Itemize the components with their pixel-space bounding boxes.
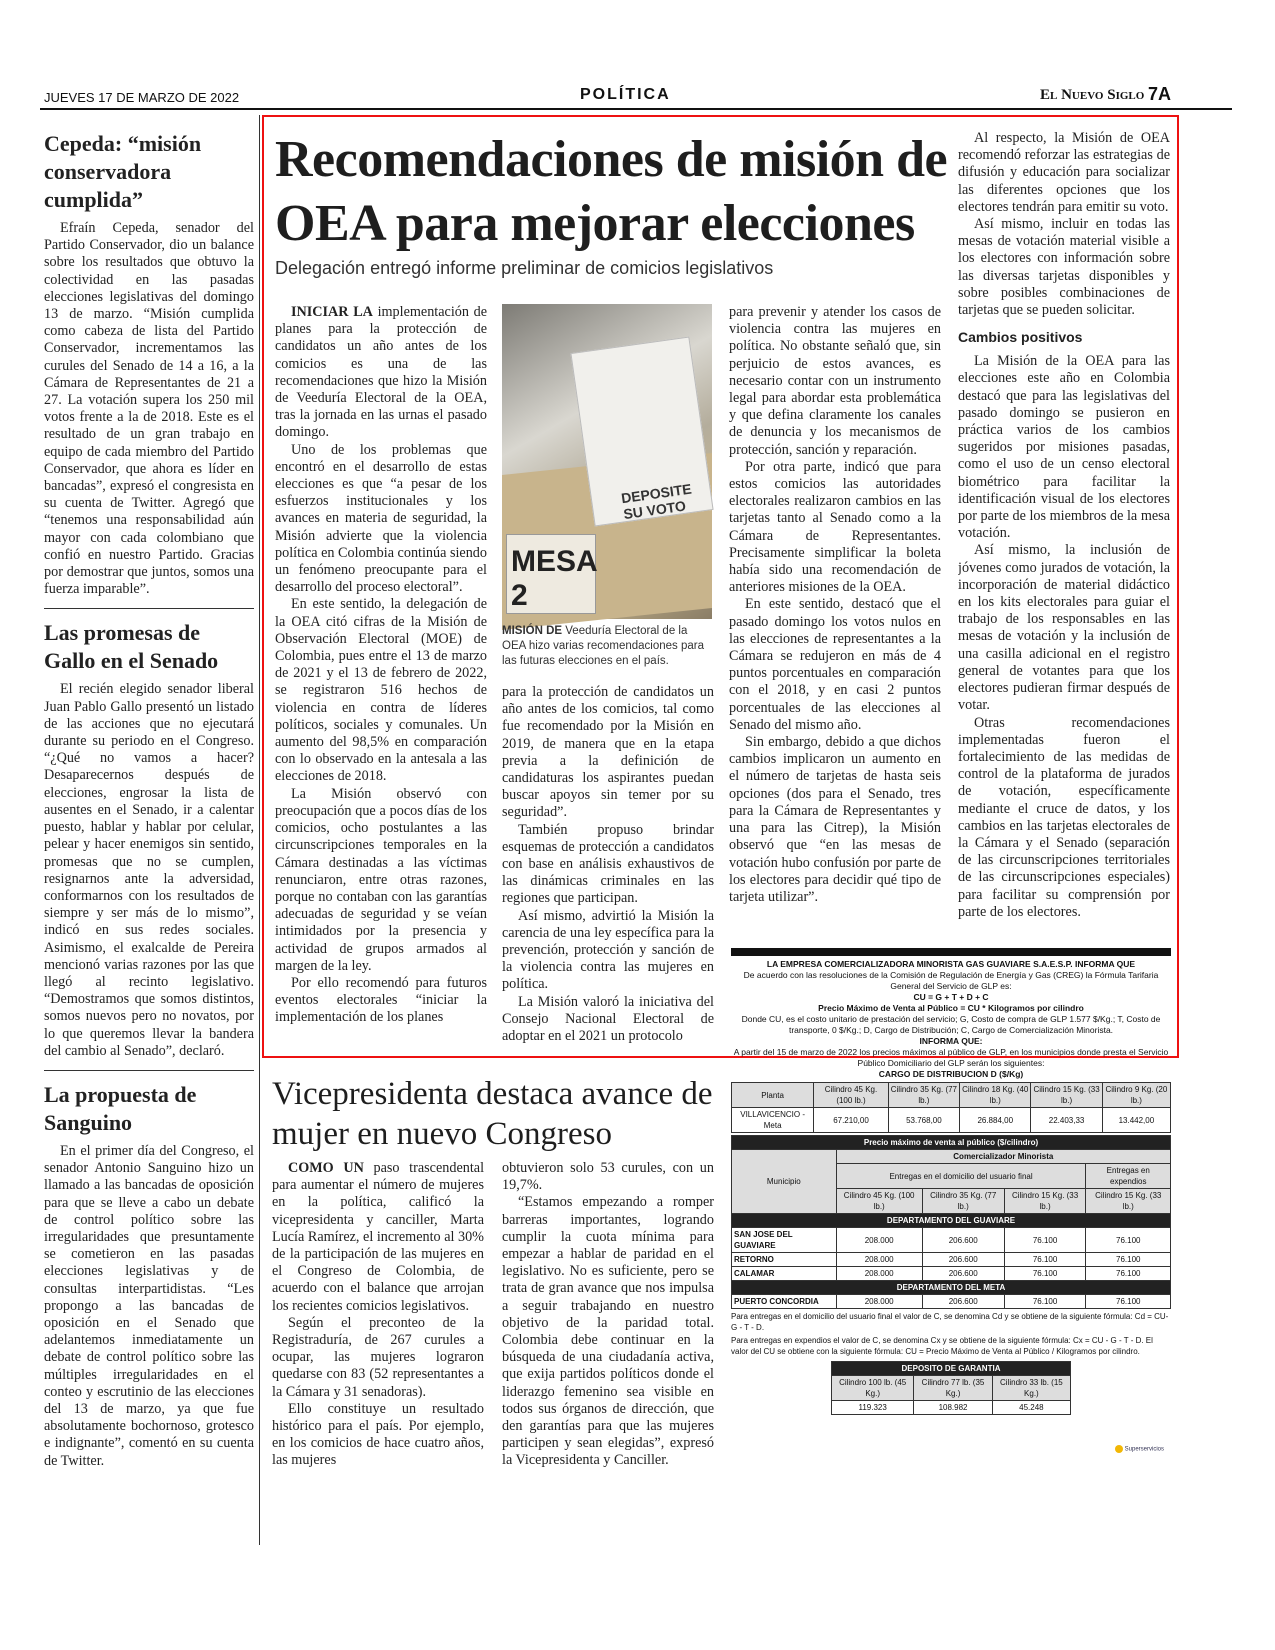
sidebar bbox=[44, 130, 254, 1550]
main-subtitle: Delegación entregó informe preliminar de comicios legislativos bbox=[275, 258, 774, 278]
paragraph: También propuso brindar esquemas de protección a candidatos con base en análisis exhaustivos de las dinámicas criminales en las regiones que participan. bbox=[502, 821, 714, 907]
table-title: Precio máximo de venta al público ($/cilindro) bbox=[732, 1136, 1171, 1150]
table-header: Cilindro 15 Kg. (33 lb.) bbox=[1004, 1189, 1086, 1214]
table-cell: 206.600 bbox=[922, 1228, 1004, 1253]
table-cell: 208.000 bbox=[836, 1253, 922, 1267]
paragraph: Así mismo, la inclusión de jóvenes como jurados de votación, la incorporación de material didáctico en los kits electorales para guiar el trabajo de los responsables en las mesas de votación y la inclusión de una casilla adicional en el registro general de votantes para que los electores pudieran firmar después de votar. bbox=[958, 542, 1170, 714]
paragraph: Ello constituye un resultado histórico para el país. Por ejemplo, en los comicios de hace cuatro años, las mujeres bbox=[272, 1400, 484, 1469]
table-header: Cilindro 35 Kg. (77 lb.) bbox=[922, 1189, 1004, 1214]
logo-mark-icon bbox=[1115, 1445, 1123, 1453]
paragraph: Así mismo, incluir en todas las mesas de votación material visible a los electores con información sobre las diversas tarjetas disponibles y sobre posibles combinaciones de tarjetas que se pueden solicitar. bbox=[958, 216, 1170, 319]
ad-intro: De acuerdo con las resoluciones de la Comisión de Regulación de Energía y Gas (CREG) la Fórmula Tarifaria General del Servicio de GLP es: bbox=[743, 970, 1159, 991]
table-cell: 119.323 bbox=[832, 1401, 914, 1415]
paragraph: La Misión de la OEA para las elecciones este año en Colombia destacó que para las legislativas del pasado domingo se pusieron en práctica varios de los cambios sugeridos por misiones pasadas, como el uso de un censo electoral biométrico para facilitar la identificación visual de los electores por parte de los miembros de la mesa votación. bbox=[958, 353, 1170, 542]
sidebar-story-gallo bbox=[44, 619, 254, 1059]
sidebar-story-sanguino bbox=[44, 1081, 254, 1470]
mesa-label: MESA 2 bbox=[506, 534, 596, 614]
sidebar-story-cepeda bbox=[44, 130, 254, 598]
table-header: Cilindro 15 Kg. (33 lb.) bbox=[1031, 1083, 1102, 1108]
table-cell: 76.100 bbox=[1086, 1267, 1171, 1281]
table-title: DEPOSITO DE GARANTIA bbox=[832, 1362, 1071, 1376]
ballot-box-text: DEPOSITE SU VOTO bbox=[620, 480, 693, 523]
table-cell: 206.600 bbox=[922, 1253, 1004, 1267]
cargo-title: CARGO DE DISTRIBUCION D ($/Kg) bbox=[878, 1069, 1024, 1079]
table-cell: 206.600 bbox=[922, 1267, 1004, 1281]
news-photo bbox=[502, 304, 712, 619]
ad-formula: CU = G + T + D + C bbox=[913, 992, 989, 1002]
paragraph: La Misión observó con preocupación que a pocos días de los comicios, ocho postulantes a las circunscripciones temporales en la Cámara destinadas a las víctimas renunciaron, entre otras razones, porque no contaban con las garantías adecuadas de seguridad y se veían intimidados por la presencia y actividad de grupos armados al margen de la ley. bbox=[275, 785, 487, 974]
table-cell: 45.248 bbox=[992, 1401, 1070, 1415]
paragraph: Al respecto, la Misión de OEA recomendó reforzar las estrategias de difusión y educación para socializar las diferentes opciones que los electores tendrán para emitir su voto. bbox=[958, 130, 1170, 215]
ad-top-bar bbox=[731, 948, 1171, 956]
main-column-1 bbox=[275, 304, 487, 1046]
table-header: Cilindro 77 lb. (35 Kg.) bbox=[914, 1376, 992, 1401]
table-cell: 22.403,33 bbox=[1031, 1108, 1102, 1133]
paragraph: paso trascendental para aumentar el número de mujeres en la política, calificó la vicepresidenta y canciller, Marta Lucía Ramírez, el incremento al 30% de la participación de las mujeres en el Congreso de Colombia, de acuerdo con el balance que arrojan los recientes comicios legislativos. bbox=[272, 1160, 484, 1314]
paragraph: En este sentido, destacó que el pasado domingo los votos nulos en las elecciones de representantes a la Cámara se redujeron en más de 4 puntos porcentuales en comparación con el 2018, y en casi 2 puntos porcentuales de las elecciones al Senado del mismo año. bbox=[729, 596, 941, 733]
table-header: Cilindro 45 Kg. (100 lb.) bbox=[836, 1189, 922, 1214]
ad-heading: LA EMPRESA COMERCIALIZADORA MINORISTA GAS GUAVIARE S.A.E.S.P. INFORMA QUE bbox=[766, 959, 1136, 969]
table-header: Entregas en expendios bbox=[1086, 1164, 1171, 1189]
divider bbox=[44, 1070, 254, 1071]
table-cell: 206.600 bbox=[922, 1295, 1004, 1309]
table-cell: CALAMAR bbox=[732, 1267, 837, 1281]
paragraph: “Estamos empezando a romper barreras importantes, logrando cumplir la cuota mínima para empezar a hablar de paridad en el legislativo. No es suficiente, pero se trata de gran avance que nos impulsa a seguir trabajando en nuestro objetivo de la paridad total. Colombia debe continuar en la búsqueda de una ciudadanía activa, que exija partidos políticos donde el liderazgo femenino sea visible en todos sus órganos de dirección, que den garantías para que las mujeres participen y sean elegidas”, expresó la Vicepresidenta y Canciller. bbox=[502, 1194, 714, 1469]
ad-definitions: Donde CU, es el costo unitario de prestación del servicio; G, Costo de compra de GLP 1.577 $/Kg.; T, Costo de transporte, 0 $/Kg.; D, Cargo de Distribución; C, Cargo de Comercialización Minorista. bbox=[741, 1014, 1161, 1035]
table-cell: 76.100 bbox=[1004, 1253, 1086, 1267]
table-header: Entregas en el domicilio del usuario final bbox=[836, 1164, 1086, 1189]
table-cell: 76.100 bbox=[1004, 1295, 1086, 1309]
page-number: 7A bbox=[1148, 84, 1172, 104]
sidebar-title: La propuesta de Sanguino bbox=[44, 1081, 197, 1135]
price-table bbox=[731, 1135, 1171, 1309]
department-row: DEPARTAMENTO DEL META bbox=[732, 1281, 1171, 1295]
sidebar-title: Cepeda: “misión conservadora cumplida” bbox=[44, 131, 202, 212]
table-header: Cilindro 100 lb. (45 Kg.) bbox=[832, 1376, 914, 1401]
paragraph: Por ello recomendó para futuros eventos electorales “iniciar la implementación de los planes bbox=[275, 974, 487, 1026]
table-cell: 67.210,00 bbox=[814, 1108, 888, 1133]
table-cell: PUERTO CONCORDIA bbox=[732, 1295, 837, 1309]
ad-note: Para entregas en expendios el valor de C, se denomina Cx y se obtiene de la siguiente fórmula: Cx = CU - G - T - D. El valor del CU se obtiene con la siguiente fórmula: CU = Precio Máximo de Venta al Público / Kilogramos por cilindro. bbox=[731, 1336, 1153, 1356]
table-cell: 76.100 bbox=[1086, 1295, 1171, 1309]
cargo-table bbox=[731, 1082, 1171, 1133]
paragraph: para prevenir y atender los casos de violencia contra las mujeres en política. No obstante señaló que, sin perjuicio de estos avances, es necesario contar con un instrumento legal para abordar esta problemática y que defina claramente los canales de denuncia y los mecanismos de protección, sanción y reparación. bbox=[729, 304, 941, 458]
paragraph: implementación de planes para la protección de candidatos un año antes de los comicios es una de las recomendaciones que hizo la Misión de Veeduría Electoral de la OEA, tras la jornada en las urnas el pasado domingo. bbox=[275, 304, 487, 441]
main-column-2 bbox=[502, 684, 714, 1046]
ad-partir: A partir del 15 de marzo de 2022 los precios máximos al público de GLP, en los municipios donde presta el Servicio Público Domiciliario del GLP serán los siguientes: bbox=[733, 1047, 1169, 1068]
divider bbox=[44, 608, 254, 609]
gas-price-notice bbox=[731, 948, 1171, 1468]
kicker: INICIAR LA bbox=[291, 304, 373, 320]
sidebar-title: Las promesas de Gallo en el Senado bbox=[44, 620, 219, 674]
paragraph: Según el preconteo de la Registraduría, de 267 curules a ocupar, las mujeres lograron quedarse con 83 (52 representantes a la Cámara y 31 senadoras). bbox=[272, 1314, 484, 1400]
second-column-1 bbox=[272, 1160, 484, 1485]
table-header: Comercializador Minorista bbox=[836, 1150, 1170, 1164]
table-cell: RETORNO bbox=[732, 1253, 837, 1267]
paragraph: Por otra parte, indicó que para estos comicios las autoridades electorales realizaron cambios en las tarjetas tanto al Senado como a la Cámara de Representantes. Precisamente simplificar la boleta había sido una recomendación de anteriores misiones de la OEA. bbox=[729, 458, 941, 596]
table-header: Cilindro 9 Kg. (20 lb.) bbox=[1102, 1083, 1170, 1108]
table-cell: 13.442,00 bbox=[1102, 1108, 1170, 1133]
paragraph: Así mismo, advirtió la Misión la carencia de una ley específica para la prevención, protección y sanción de la violencia contra las mujeres en política. bbox=[502, 907, 714, 993]
table-header: Planta bbox=[732, 1083, 814, 1108]
table-cell: 76.100 bbox=[1086, 1228, 1171, 1253]
table-cell: 208.000 bbox=[836, 1228, 922, 1253]
paragraph: para la protección de candidatos un año antes de los comicios, tal como fue recomendado por la Misión en 2019, de manera que en la etapa previa a la definición de candidaturas los aspirantes puedan buscar apoyos sin temer por su seguridad”. bbox=[502, 684, 714, 821]
subheading: Cambios positivos bbox=[958, 329, 1083, 346]
table-header: Municipio bbox=[732, 1150, 837, 1214]
table-header: Cilindro 35 Kg. (77 lb.) bbox=[888, 1083, 959, 1108]
photo-caption bbox=[502, 624, 714, 669]
main-headline: Recomendaciones de misión de OEA para mejorar elecciones bbox=[275, 131, 948, 252]
table-cell: 76.100 bbox=[1004, 1267, 1086, 1281]
table-header: Cilindro 15 Kg. (33 lb.) bbox=[1086, 1189, 1171, 1214]
section-name: POLÍTICA bbox=[580, 86, 671, 103]
paragraph: Uno de los problemas que encontró en el desarrollo de estas elecciones es que “a pesar de los esfuerzos institucionales y los avances en materia de seguridad, la Misión advierte que la violencia política en Colombia continúa siendo un fenómeno preocupante para el desarrollo del proceso electoral”. bbox=[275, 441, 487, 596]
department-row: DEPARTAMENTO DEL GUAVIARE bbox=[732, 1214, 1171, 1228]
table-header: Cilindro 18 Kg. (40 lb.) bbox=[960, 1083, 1031, 1108]
table-cell: 53.768,00 bbox=[888, 1108, 959, 1133]
superservicios-logo bbox=[1115, 1445, 1167, 1461]
logo-text: Superservicios bbox=[1124, 1446, 1165, 1453]
table-cell: 76.100 bbox=[1004, 1228, 1086, 1253]
paragraph: Otras recomendaciones implementadas fueron el fortalecimiento de las medidas de control de la plataforma de jurados de votación, específicamente mediante el cruce de datos, y los cambios en las tarjetas electorales de la Cámara y el Senado (separación de las circunscripciones territoriales de las circunscripciones especiales) para facilitar su comprensión por parte de los electores. bbox=[958, 714, 1170, 920]
paragraph: En este sentido, la delegación de la OEA citó cifras de la Misión de Observación Electoral (MOE) de Colombia, pues entre el 13 de marzo de 2021 y el 13 de febrero de 2022, se registraron 516 hechos de violencia en contra de líderes políticos, sociales y comunales. Un aumento del 98,5% en comparación con lo observado en la antesala a las elecciones de 2018. bbox=[275, 596, 487, 785]
table-cell: 76.100 bbox=[1086, 1253, 1171, 1267]
page-date: JUEVES 17 DE MARZO DE 2022 bbox=[44, 90, 240, 105]
table-header: Cilindro 45 Kg. (100 lb.) bbox=[814, 1083, 888, 1108]
table-cell: 208.000 bbox=[836, 1295, 922, 1309]
caption-text: Veeduría Electoral de la OEA hizo varias recomendaciones para las futuras elecciones en el país. bbox=[502, 625, 704, 667]
sidebar-text: En el primer día del Congreso, el senador Antonio Sanguino hizo un llamado a las bancadas de oposición para que se lleve a cabo un debate de control político sobre las irregularidades que presuntamente se cometieron en las pasadas elecciones legislativas y de consultas interpartidistas. “Les propongo a las bancadas de oposición en el Senado que adelantemos inmediatamente un debate de control político sobre las múltiples irregularidades en el conteo y escrutinio de las elecciones del 13 de marzo, ya que fue absolutamente bochornoso, grotesco e indignante”, comentó en su cuenta de Twitter. bbox=[44, 1142, 254, 1469]
main-column-4 bbox=[958, 130, 1170, 942]
ad-price-formula: Precio Máximo de Venta al Público = CU * Kilogramos por cilindro bbox=[818, 1003, 1084, 1013]
kicker: COMO UN bbox=[288, 1160, 364, 1176]
header-rule bbox=[40, 108, 1232, 110]
table-cell: SAN JOSE DEL GUAVIARE bbox=[732, 1228, 837, 1253]
main-column-3 bbox=[729, 304, 941, 944]
table-cell: 208.000 bbox=[836, 1267, 922, 1281]
paragraph: La Misión valoró la iniciativa del Consejo Nacional Electoral de adoptar en el 2021 un protocolo bbox=[502, 993, 714, 1045]
second-column-2 bbox=[502, 1160, 714, 1485]
paragraph: obtuvieron solo 53 curules, con un 19,7%. bbox=[502, 1160, 714, 1194]
table-cell: 108.982 bbox=[914, 1401, 992, 1415]
caption-kicker: MISIÓN DE bbox=[502, 625, 563, 637]
newspaper-name: El Nuevo Siglo bbox=[1040, 87, 1145, 103]
ad-note: Para entregas en el domicilio del usuario final el valor de C, se denomina Cd y se obtiene de la siguiente fórmula: Cd = CU- G - T - D. bbox=[731, 1312, 1169, 1332]
sidebar-text: El recién elegido senador liberal Juan Pablo Gallo presentó un listado de las acciones que no ejecutará durante su periodo en el Congreso. “¿Qué no vamos a hacer? Desaparecernos después de elecciones, engrosar la lista de ausentes en el Senado, ir a calentar puesto, hablar y hablar por celular, pelear y hacer enemigos sin sentido, promesas que no se cumplen, resignarnos ante la adversidad, conformarnos con los resultados de siempre y ser más de lo mismo”, indicó en sus redes sociales. Asimismo, el exalcalde de Pereira mencionó varias razones por las que llegó al recinto legislativo. “Demostramos que somos distintos, somos nuevos pero no novatos, por lo que queremos llevar la bandera del cambio al Senado”, declaró. bbox=[44, 681, 254, 1059]
ad-informa: INFORMA QUE: bbox=[919, 1036, 983, 1046]
table-cell: 26.884,00 bbox=[960, 1108, 1031, 1133]
table-cell: VILLAVICENCIO - Meta bbox=[732, 1108, 814, 1133]
paragraph: Sin embargo, debido a que dichos cambios implicaron un aumento en el número de tarjetas de hasta seis opciones (dos para el Senado, tres para la Cámara de Representantes y una para las Citrep), la Misión observó que “en las mesas de votación hubo confusión por parte de los electores para decidir qué tipo de tarjeta utilizar”. bbox=[729, 734, 941, 905]
sidebar-text: Efraín Cepeda, senador del Partido Conservador, dio un balance sobre los resultados que obtuvo la colectividad en las pasadas elecciones legislativas del domingo 13 de marzo. “Misión cumplida como cabeza de lista del Partido Conservador, incrementamos las curules del Senado de 14 a 16, a la Cámara de Representantes de 21 a 27. La votación supera los 250 mil votos frente a la de 2018. Este es el resultado de un gran trabajo en equipo de cada miembro del Partido Conservador, que ahora es líder en bancadas”, expresó el congresista en su cuenta de Twitter. Agregó que “tenemos una responsabilidad aún mayor con cada colombiano que confió en nuestro Partido. Gracias por demostrar que juntos, somos una fuerza imparable”. bbox=[44, 220, 254, 598]
sidebar-divider bbox=[259, 115, 260, 1545]
table-header: Cilindro 33 lb. (15 Kg.) bbox=[992, 1376, 1070, 1401]
deposit-table bbox=[831, 1361, 1071, 1415]
second-headline: Vicepresidenta destaca avance de mujer en nuevo Congreso bbox=[272, 1076, 713, 1152]
